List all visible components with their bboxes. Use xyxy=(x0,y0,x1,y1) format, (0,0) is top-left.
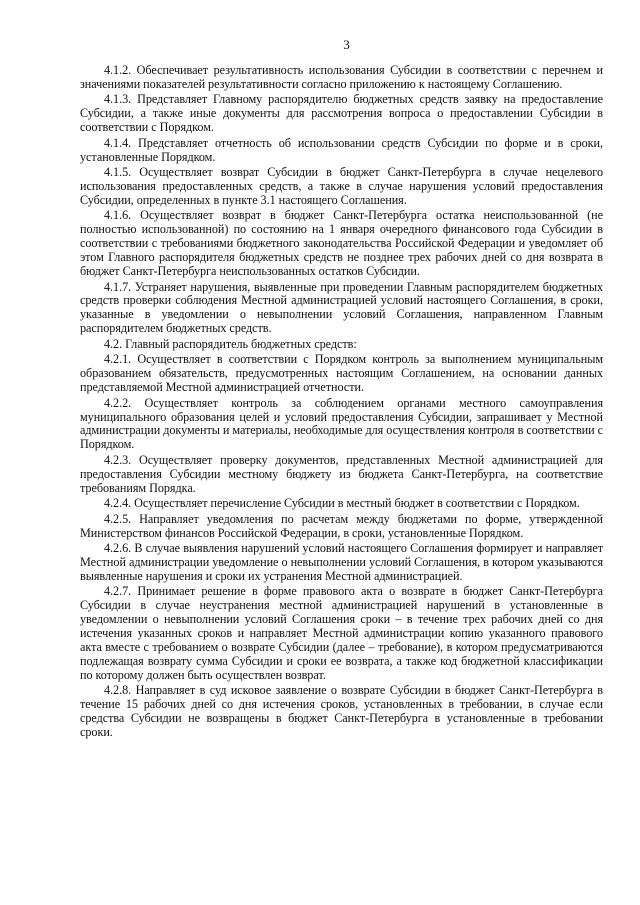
clause-4-1-4: 4.1.4. Представляет отчетность об использовании средств Субсидии по форме и в сроки, установленные Порядком. xyxy=(80,135,603,164)
clause-4-2-5: 4.2.5. Направляет уведомления по расчетам между бюджетами по форме, утвержденной Министерством финансов Российской Федерации, в сроки, установленные Порядком. xyxy=(80,511,603,540)
page-number: 3 xyxy=(343,37,350,52)
clause-4-1-2: 4.1.2. Обеспечивает результативность использования Субсидии в соответствии с перечнем и значениями показателей результативности согласно приложению к настоящему Соглашению. xyxy=(80,63,603,91)
clause-4-2-1: 4.2.1. Осуществляет в соответствии с Порядком контроль за выполнением муниципальным образованием обязательств, предусмотренных настоящим Соглашением, на основании данных представляемой Местной администрацией отчетности. xyxy=(80,352,603,395)
clause-4-2-4: 4.2.4. Осуществляет перечисление Субсидии в местный бюджет в соответствии с Порядком. xyxy=(104,496,580,511)
clause-4-1-6: 4.1.6. Осуществляет возврат в бюджет Санкт-Петербурга остатка неиспользованной (не полностью использованной) по состоянию на 1 января очередного финансового года Субсидии в соответствии с требованиями бюджетного законодательства Российской Федерации и уведомляет об этом Главного распорядителя бюджетных средств не позднее трех рабочих дней со дня возврата в бюджет Санкт-Петербурга неиспользованных остатков Субсидии. xyxy=(80,208,603,279)
clause-4-2-3: 4.2.3. Осуществляет проверку документов, представленных Местной администрацией для предоставления Субсидии местному бюджету из бюджета Санкт-Петербурга, на соответствие требованиям Порядка. xyxy=(80,452,603,495)
clause-4-2-7: 4.2.7. Принимает решение в форме правового акта о возврате в бюджет Санкт-Петербурга Субсидии в случае неустранения местной администрацией нарушений в установленные в уведомлении о невыполнении условий Соглашения сроки – в течение трех рабочих дней со дня истечения указанных сроков и направляет Местной администрации копию указанного правового акта вместе с требованием о возврате Субсидии (далее – требование), в котором предусматриваются подлежащая возврату сумма Субсидии и сроки ее возврата, а также код бюджетной классификации по которому должен быть осуществлен возврат. xyxy=(80,584,603,682)
clause-4-1-3: 4.1.3. Представляет Главному распорядителю бюджетных средств заявку на предоставление Субсидии, а также иные документы для рассмотрения вопроса о предоставлении Субсидии в соответствии с Порядком. xyxy=(80,92,603,135)
clause-4-2-8: 4.2.8. Направляет в суд исковое заявление о возврате Субсидии в бюджет Санкт-Петербурга в течение 15 рабочих дней со дня истечения сроков, установленных в требовании, в случае если средства Субсидии не возвращены в бюджет Санкт-Петербурга в установленные в требовании сроки. xyxy=(80,683,603,739)
section-4-2-heading: 4.2. Главный распорядитель бюджетных средств: xyxy=(104,336,357,351)
clause-4-1-7: 4.1.7. Устраняет нарушения, выявленные при проведении Главным распорядителем бюджетных средств проверки соблюдения Местной администрацией условий настоящего Соглашения, в сроки, указанные в уведомлении о невыполнении условий Соглашения, направленном Главным распорядителем бюджетных средств. xyxy=(80,279,603,336)
clause-4-1-5: 4.1.5. Осуществляет возврат Субсидии в бюджет Санкт-Петербурга в случае нецелевого использования предоставленных средств, а также в случае нарушения условий предоставления Субсидии, определенных в пункте 3.1 настоящего Соглашения. xyxy=(80,165,603,207)
clause-4-2-2: 4.2.2. Осуществляет контроль за соблюдением органами местного самоуправления муниципального образования целей и условий предоставления Субсидии, запрашивает у Местной администрации документы и материалы, необходимые для осуществления контроля в соответствии с Порядком. xyxy=(80,395,603,452)
clause-4-2-6: 4.2.6. В случае выявления нарушений условий настоящего Соглашения формирует и направляет Местной администрации уведомление о невыполнении условий Соглашения, в котором указываются выявленные нарушения и сроки их устранения Местной администрацией. xyxy=(80,541,603,583)
